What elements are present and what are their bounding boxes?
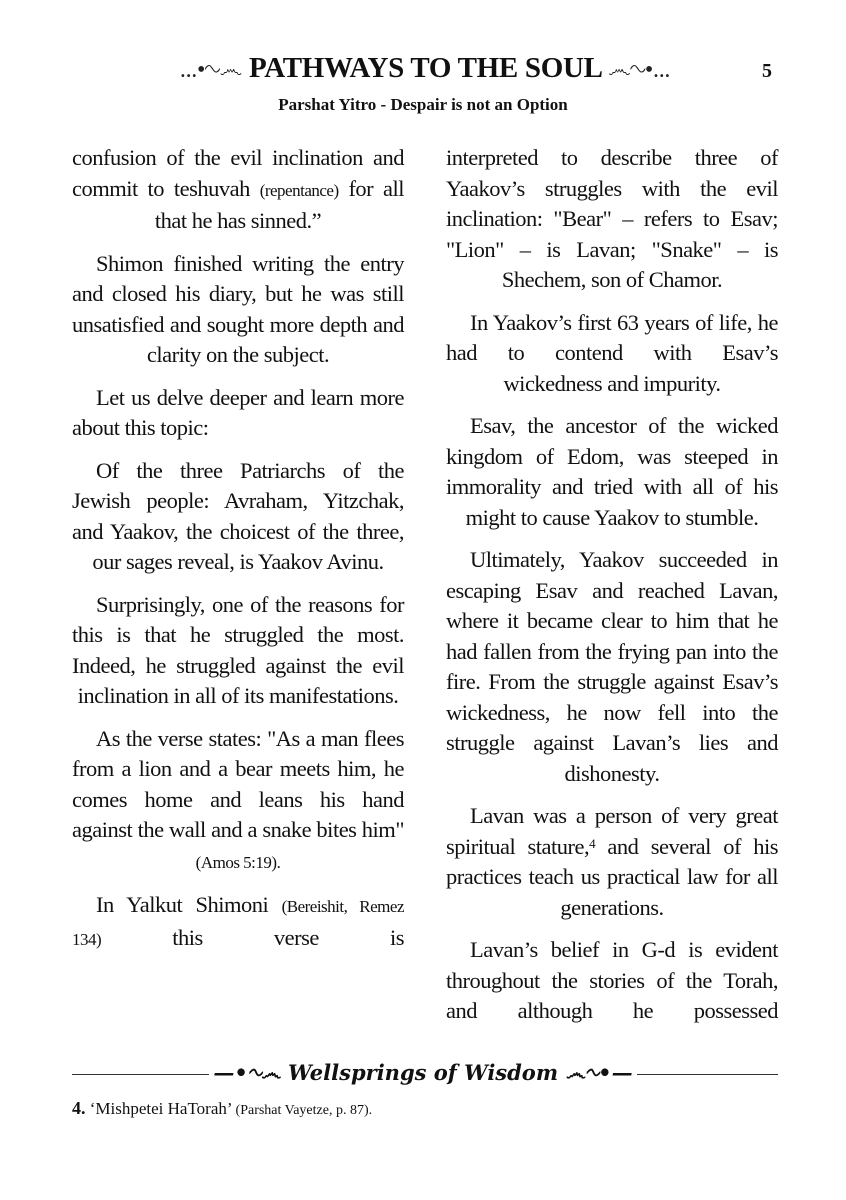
paragraph: [72, 143, 404, 237]
citation-text: (Bereishit, Remez 134): [72, 897, 404, 949]
paragraph-text: Esav, the ancestor of the wicked kingdom of Edom, was steeped in immorality and tried with all of his might to cause Yaakov to stumble.: [446, 413, 778, 530]
citation-text: (repentance): [259, 180, 339, 200]
paragraph: [446, 411, 778, 533]
paragraph: [446, 545, 778, 789]
paragraph: [446, 308, 778, 400]
paragraph: [72, 890, 404, 955]
paragraph-text: Lavan was a person of very great spiritual stature,: [446, 803, 778, 859]
footer-title: Wellsprings of Wisdom: [287, 1060, 559, 1085]
paragraph-text: and several of his practices teach us practical law for all generations.: [446, 833, 778, 920]
paragraph-text: Surprisingly, one of the reasons for this is that he struggled the most. Indeed, he struggled against the evil inclination in all of its manifestations.: [72, 591, 404, 708]
paragraph-text: for all that he has sinned.”: [154, 175, 404, 233]
footnote: [72, 1098, 372, 1119]
paragraph-text: Lavan’s belief in G-d is evident throughout the stories of the Torah, and although he possessed: [446, 937, 778, 1023]
paragraph: [72, 724, 404, 879]
paragraph-text: interpreted to describe three of Yaakov’s struggles with the evil inclination: "Bear" – refers to Esav; "Lion" – is Lavan; "Snake" – is Shechem, son of Chamor.: [446, 145, 778, 292]
footer-ornament-right-icon: ෴∿•—: [565, 1060, 633, 1085]
paragraph: [446, 143, 778, 296]
paragraph-text: Of the three Patriarchs of the Jewish people: Avraham, Yitzchak, and Yaakov, the choicest of the three, our sages reveal, is Yaakov Avinu.: [72, 457, 404, 574]
paragraph: [72, 456, 404, 578]
paragraph: [446, 801, 778, 923]
book-title: PATHWAYS TO THE SOUL: [248, 52, 602, 84]
footnote-source: (Parshat Vayetze, p. 87).: [235, 1103, 373, 1118]
running-title: [130, 52, 720, 85]
paragraph-text: In Yaakov’s first 63 years of life, he had to contend with Esav’s wickedness and impurity.: [446, 309, 778, 396]
right-column: [446, 143, 778, 1039]
footer-ornament-left-icon: —•∿෴: [213, 1060, 281, 1085]
paragraph-text: Shimon finished writing the entry and closed his diary, but he was still unsatisfied and sought more depth and clarity on the subject.: [72, 250, 404, 367]
footnote-marker: 4: [589, 835, 596, 851]
paragraph-text: As the verse states: "As a man flees from a lion and a bear meets him, he comes home and leans his hand against the wall and a snake bites him": [72, 725, 404, 842]
footnote-title: ‘Mishpetei HaTorah’: [89, 1099, 232, 1118]
paragraph: [72, 383, 404, 444]
footer-label: [0, 1060, 846, 1086]
citation-text: (Amos 5:19).: [195, 852, 281, 872]
paragraph: [72, 249, 404, 371]
paragraph-text: Ultimately, Yaakov succeeded in escaping Esav and reached Lavan, where it became clear to him that he had fallen from the frying pan into the fire. From the struggle against Esav’s wickedness, he now fell into the struggle against Lavan’s lies and dishonesty.: [446, 547, 778, 786]
page-number: 5: [762, 60, 772, 82]
paragraph-text: In Yalkut Shimoni: [96, 892, 282, 917]
ornament-right-icon: ෴∿•...: [608, 57, 671, 83]
chapter-subtitle: Parshat Yitro - Despair is not an Option: [278, 95, 568, 114]
paragraph-text: Let us delve deeper and learn more about this topic:: [72, 384, 404, 440]
left-column: [72, 143, 404, 967]
paragraph: [72, 590, 404, 712]
footnote-number: 4.: [72, 1098, 86, 1118]
paragraph-text: this verse is: [101, 924, 404, 950]
paragraph-text: confusion of the evil inclination and commit to teshuvah: [72, 145, 404, 201]
ornament-left-icon: ...•∿෴: [179, 57, 242, 83]
paragraph: [446, 935, 778, 1027]
